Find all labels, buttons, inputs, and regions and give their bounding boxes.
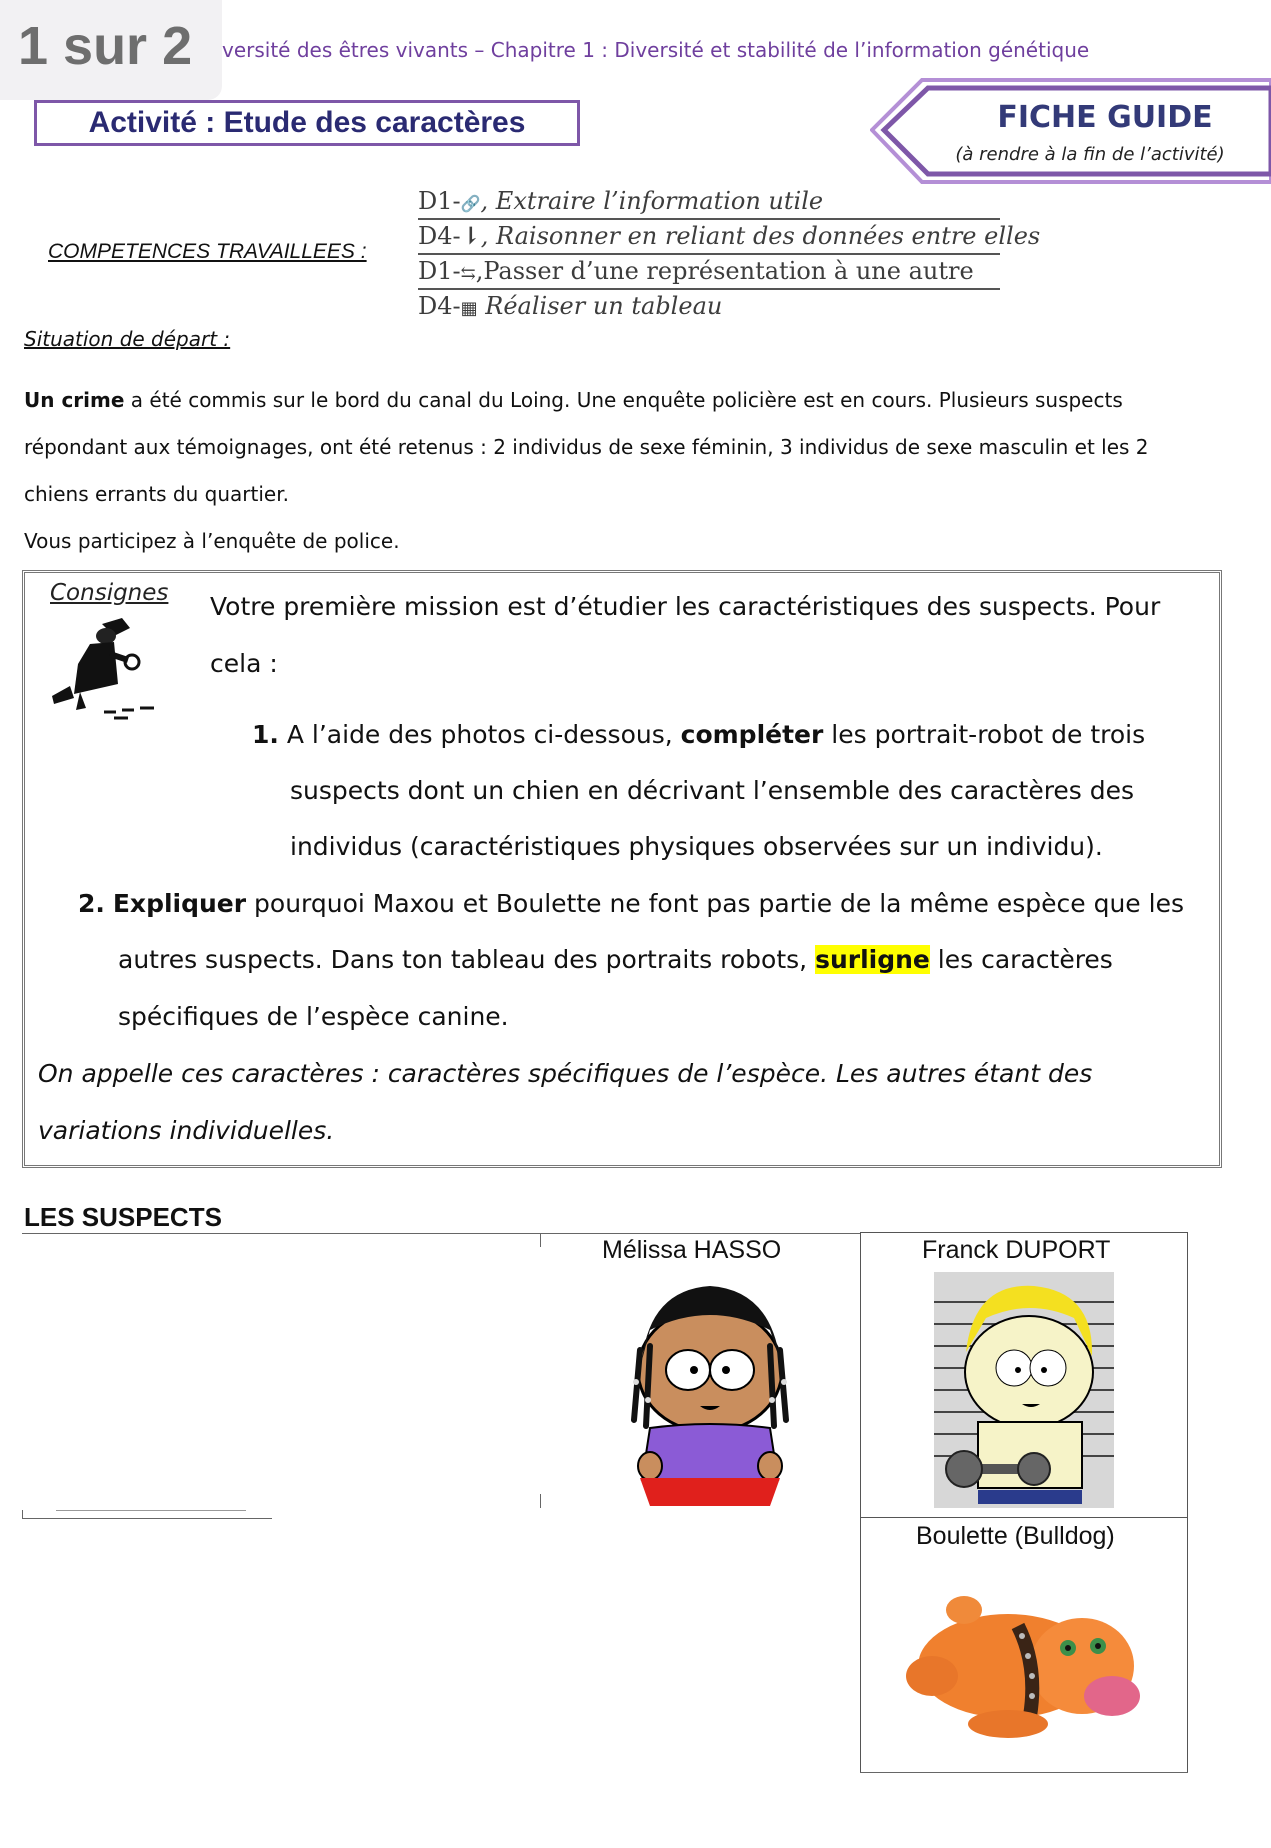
consignes-label: Consignes xyxy=(50,580,169,606)
competence-code: D4- xyxy=(418,292,461,320)
divider xyxy=(22,1518,272,1519)
page-indicator: 1 sur 2 xyxy=(0,0,222,100)
instruction-number: 2. xyxy=(78,889,105,918)
divider xyxy=(22,1510,23,1519)
consignes-intro-line: cela : xyxy=(210,649,278,678)
divider xyxy=(860,1772,1188,1773)
activity-title: Activité : Etude des caractères xyxy=(34,100,580,146)
instruction-number: 1. xyxy=(252,720,279,749)
competence-code: D1- xyxy=(418,257,461,285)
fiche-guide-subtitle: (à rendre à la fin de l’activité) xyxy=(955,144,1225,165)
text-span: répondant aux témoignages, ont été retenus : 2 individus de sexe féminin, 3 individus de sexe masculin et les 2 xyxy=(24,435,1149,459)
instruction-2-line xyxy=(118,945,1113,974)
suspect-name-melissa: Mélissa HASSO xyxy=(602,1236,782,1264)
competence-text: , Raisonner en reliant des données entre elles xyxy=(480,222,1041,250)
divider xyxy=(540,1494,541,1508)
text-span: les portrait-robot de trois xyxy=(823,720,1146,749)
competence-code: D1- xyxy=(418,187,461,215)
competence-item xyxy=(418,254,1000,290)
fiche-guide-title: FICHE GUIDE xyxy=(997,100,1213,135)
text-span: les caractères xyxy=(929,945,1113,974)
divider xyxy=(22,1233,860,1234)
melissa-portrait-image xyxy=(620,1270,800,1510)
suspects-title: LES SUSPECTS xyxy=(24,1202,222,1232)
instruction-1-line xyxy=(252,720,1145,749)
highlighted-word: surligne xyxy=(815,945,930,974)
detective-icon xyxy=(44,614,184,724)
bold-verb: compléter xyxy=(680,720,824,749)
note-line: variations individuelles. xyxy=(38,1116,335,1145)
text-span: A l’aide des photos ci-dessous, xyxy=(286,720,681,749)
table-icon: ▦ xyxy=(460,298,478,319)
text-span: pourquoi Maxou et Boulette ne font pas partie de la même espèce que les xyxy=(246,889,1184,918)
instruction-1-line: individus (caractéristiques physiques observées sur un individu). xyxy=(290,832,1103,861)
situation-label: Situation de départ : xyxy=(24,327,231,351)
competences-label: COMPETENCES TRAVAILLEES : xyxy=(48,240,367,263)
convert-icon: ⇆ xyxy=(460,263,476,284)
link-icon: 🔗 xyxy=(460,194,481,213)
suspect-name-boulette: Boulette (Bulldog) xyxy=(916,1522,1115,1550)
instruction-2-line: spécifiques de l’espèce canine. xyxy=(118,1002,509,1031)
franck-portrait-image xyxy=(934,1272,1114,1508)
text-span: chiens errants du quartier. xyxy=(24,482,289,506)
situation-paragraph-line xyxy=(24,529,400,553)
situation-paragraph-line xyxy=(24,388,1123,412)
bold-verb: Expliquer xyxy=(112,889,247,918)
running-header: versité des êtres vivants – Chapitre 1 : Diversité et stabilité de l’information génétique xyxy=(222,38,1090,62)
bold-phrase: Un crime xyxy=(24,388,125,412)
competence-item xyxy=(418,289,1000,323)
consignes-intro-line: Votre première mission est d’étudier les caractéristiques des suspects. Pour xyxy=(210,592,1161,621)
divider xyxy=(540,1233,541,1247)
note-line: On appelle ces caractères : caractères spécifiques de l’espèce. Les autres étant des xyxy=(38,1059,1093,1088)
situation-paragraph-line xyxy=(24,482,289,506)
divider xyxy=(56,1510,246,1511)
competence-text: , Extraire l’information utile xyxy=(480,187,824,215)
suspect-name-franck: Franck DUPORT xyxy=(922,1236,1111,1264)
text-span: autres suspects. Dans ton tableau des portraits robots, xyxy=(118,945,816,974)
instruction-1-line: suspects dont un chien en décrivant l’ensemble des caractères des xyxy=(290,776,1135,805)
competence-text: ,Passer d’une représentation à une autre xyxy=(475,257,974,285)
sort-icon: ⇂ xyxy=(460,221,481,250)
text-span: Vous participez à l’enquête de police. xyxy=(24,529,400,553)
boulette-bulldog-image xyxy=(898,1556,1148,1746)
instruction-2-line xyxy=(78,889,1184,918)
competence-item xyxy=(418,184,1000,220)
text-span: a été commis sur le bord du canal du Loing. Une enquête policière est en cours. Plusieurs suspects xyxy=(124,388,1123,412)
situation-paragraph-line xyxy=(24,435,1149,459)
competence-code: D4- xyxy=(418,222,461,250)
competence-item xyxy=(418,219,1041,255)
competence-text: Réaliser un tableau xyxy=(477,292,723,320)
